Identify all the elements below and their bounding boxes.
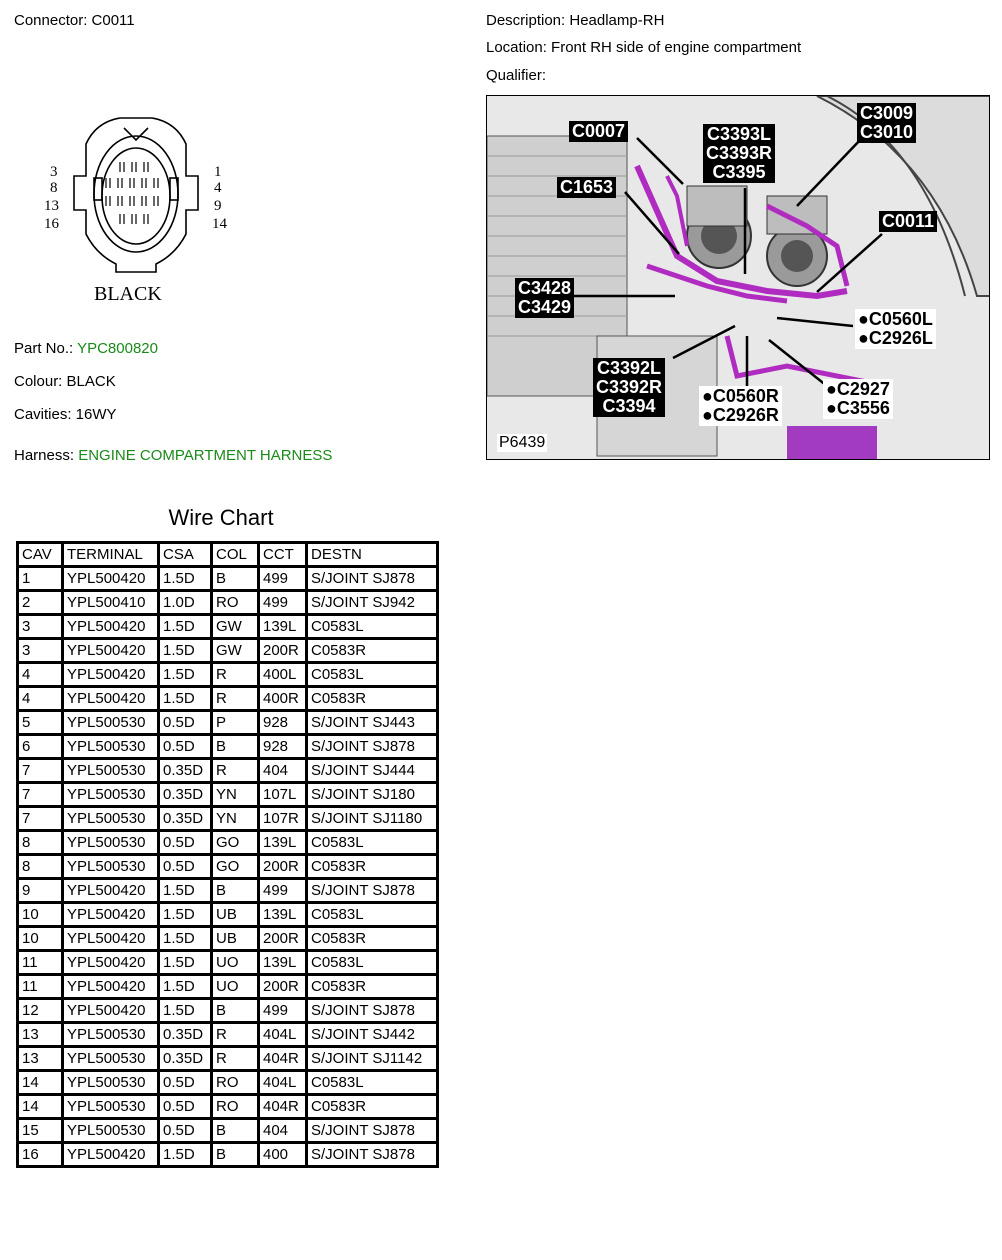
callout-c3392r: C3392R xyxy=(596,377,663,397)
wire-chart-header-row xyxy=(18,543,438,567)
pin-number-right-3: 9 xyxy=(214,198,222,214)
cell-destn: S/JOINT SJ878 xyxy=(307,735,438,759)
cell-terminal: YPL500530 xyxy=(63,807,159,831)
cell-terminal: YPL500420 xyxy=(63,639,159,663)
callout-c3394: C3394 xyxy=(602,396,656,416)
cell-col: R xyxy=(212,759,259,783)
table-row xyxy=(18,711,438,735)
connector-color-label: BLACK xyxy=(94,283,162,305)
cell-csa: 0.35D xyxy=(159,807,212,831)
cell-destn: C0583R xyxy=(307,855,438,879)
cell-csa: 0.5D xyxy=(159,711,212,735)
cell-csa: 0.5D xyxy=(159,1071,212,1095)
cell-cav: 11 xyxy=(18,975,63,999)
wire-chart-body xyxy=(18,567,438,1167)
header-cct: CCT xyxy=(259,543,307,567)
cell-terminal: YPL500530 xyxy=(63,855,159,879)
cell-cct: 404L xyxy=(259,1071,307,1095)
cell-terminal: YPL500420 xyxy=(63,663,159,687)
cell-terminal: YPL500410 xyxy=(63,591,159,615)
cell-terminal: YPL500420 xyxy=(63,951,159,975)
cell-cav: 3 xyxy=(18,639,63,663)
cell-csa: 0.5D xyxy=(159,855,212,879)
cell-csa: 1.5D xyxy=(159,639,212,663)
cell-csa: 0.35D xyxy=(159,759,212,783)
callout-c3393l: C3393L xyxy=(707,124,772,144)
callout-c0560l: ●C0560L xyxy=(858,309,933,329)
cell-cct: 400R xyxy=(259,687,307,711)
cell-col: UO xyxy=(212,951,259,975)
cell-cav: 7 xyxy=(18,807,63,831)
cell-csa: 1.5D xyxy=(159,687,212,711)
pin-number-right-1: 1 xyxy=(214,164,222,180)
photo-id: P6439 xyxy=(499,434,546,451)
table-row xyxy=(18,903,438,927)
table-row xyxy=(18,807,438,831)
cell-terminal: YPL500530 xyxy=(63,1023,159,1047)
cell-cav: 9 xyxy=(18,879,63,903)
callout-c3556: ●C3556 xyxy=(826,398,890,418)
table-row xyxy=(18,831,438,855)
callout-c2927-group xyxy=(823,379,893,419)
harness xyxy=(14,447,332,465)
callout-c2927: ●C2927 xyxy=(826,379,890,399)
table-row xyxy=(18,591,438,615)
description-label: Description: Headlamp-RH xyxy=(486,12,665,29)
cell-csa: 0.5D xyxy=(159,1119,212,1143)
cell-col: UB xyxy=(212,903,259,927)
cell-destn: C0583R xyxy=(307,639,438,663)
cell-destn: C0583L xyxy=(307,831,438,855)
cell-cav: 4 xyxy=(18,663,63,687)
cell-cct: 499 xyxy=(259,879,307,903)
cell-cct: 404 xyxy=(259,1119,307,1143)
cell-terminal: YPL500420 xyxy=(63,567,159,591)
cell-terminal: YPL500530 xyxy=(63,1071,159,1095)
cell-col: RO xyxy=(212,1095,259,1119)
table-row xyxy=(18,639,438,663)
connector-pinout-diagram xyxy=(36,114,246,314)
callout-c3395: C3395 xyxy=(712,162,766,182)
cell-csa: 1.5D xyxy=(159,1143,212,1167)
cell-col: YN xyxy=(212,783,259,807)
cell-destn: S/JOINT SJ443 xyxy=(307,711,438,735)
callout-c1653: C1653 xyxy=(557,177,616,198)
cell-cav: 14 xyxy=(18,1071,63,1095)
table-row xyxy=(18,927,438,951)
callout-c3010: C3010 xyxy=(860,122,914,142)
cell-col: GW xyxy=(212,639,259,663)
table-row xyxy=(18,783,438,807)
cell-col: GW xyxy=(212,615,259,639)
wire-chart-title: Wire Chart xyxy=(168,505,274,530)
cell-terminal: YPL500420 xyxy=(63,1143,159,1167)
cell-destn: S/JOINT SJ180 xyxy=(307,783,438,807)
cell-col: B xyxy=(212,1119,259,1143)
table-row xyxy=(18,759,438,783)
cell-cav: 2 xyxy=(18,591,63,615)
header-destn: DESTN xyxy=(307,543,438,567)
cell-cct: 404L xyxy=(259,1023,307,1047)
cell-csa: 1.5D xyxy=(159,663,212,687)
cell-col: B xyxy=(212,999,259,1023)
qualifier-label: Qualifier: xyxy=(486,67,547,84)
cell-destn: S/JOINT SJ878 xyxy=(307,567,438,591)
cell-cct: 200R xyxy=(259,927,307,951)
cell-cct: 200R xyxy=(259,975,307,999)
cell-cct: 499 xyxy=(259,567,307,591)
harness-link[interactable]: ENGINE COMPARTMENT HARNESS xyxy=(78,447,333,464)
cell-col: B xyxy=(212,735,259,759)
cell-terminal: YPL500530 xyxy=(63,831,159,855)
cell-cct: 200R xyxy=(259,639,307,663)
cell-terminal: YPL500420 xyxy=(63,615,159,639)
table-row xyxy=(18,615,438,639)
cell-destn: S/JOINT SJ878 xyxy=(307,1143,438,1167)
cell-csa: 1.5D xyxy=(159,903,212,927)
cell-col: R xyxy=(212,1023,259,1047)
cell-destn: S/JOINT SJ442 xyxy=(307,1023,438,1047)
cell-cct: 928 xyxy=(259,711,307,735)
cell-csa: 0.5D xyxy=(159,735,212,759)
cell-terminal: YPL500530 xyxy=(63,1119,159,1143)
cell-csa: 1.5D xyxy=(159,567,212,591)
cell-destn: C0583L xyxy=(307,663,438,687)
pin-number-right-4: 14 xyxy=(212,216,227,232)
cell-terminal: YPL500530 xyxy=(63,1095,159,1119)
callout-c0560r-group xyxy=(699,386,782,426)
table-row xyxy=(18,1119,438,1143)
cell-col: RO xyxy=(212,591,259,615)
pin-number-left-4: 16 xyxy=(44,216,59,232)
pin-number-left-1: 3 xyxy=(50,164,58,180)
cell-cav: 5 xyxy=(18,711,63,735)
cell-cct: 139L xyxy=(259,951,307,975)
table-row xyxy=(18,1071,438,1095)
cell-cav: 3 xyxy=(18,615,63,639)
cell-terminal: YPL500420 xyxy=(63,927,159,951)
table-row xyxy=(18,879,438,903)
colour-label: Colour: BLACK xyxy=(14,373,116,390)
callout-c3428: C3428 xyxy=(518,278,572,298)
cell-cav: 13 xyxy=(18,1047,63,1071)
header-csa: CSA xyxy=(159,543,212,567)
cell-cct: 139L xyxy=(259,615,307,639)
cell-csa: 1.5D xyxy=(159,927,212,951)
cell-csa: 0.5D xyxy=(159,831,212,855)
location-photo xyxy=(486,95,990,460)
cell-terminal: YPL500530 xyxy=(63,759,159,783)
cell-terminal: YPL500420 xyxy=(63,879,159,903)
cell-terminal: YPL500530 xyxy=(63,735,159,759)
wire-chart-table xyxy=(16,541,439,1168)
table-row xyxy=(18,735,438,759)
header-col: COL xyxy=(212,543,259,567)
callout-c3393-group xyxy=(703,124,775,183)
table-row xyxy=(18,951,438,975)
cell-cav: 16 xyxy=(18,1143,63,1167)
cell-cav: 10 xyxy=(18,927,63,951)
cell-col: R xyxy=(212,1047,259,1071)
cell-destn: C0583L xyxy=(307,903,438,927)
cavities-label: Cavities: 16WY xyxy=(14,406,117,423)
cell-terminal: YPL500530 xyxy=(63,1047,159,1071)
cell-cct: 400L xyxy=(259,663,307,687)
cell-cav: 6 xyxy=(18,735,63,759)
cell-cav: 14 xyxy=(18,1095,63,1119)
cell-col: GO xyxy=(212,855,259,879)
cell-terminal: YPL500420 xyxy=(63,975,159,999)
cell-terminal: YPL500530 xyxy=(63,711,159,735)
callout-c3393r: C3393R xyxy=(706,143,773,163)
header-terminal: TERMINAL xyxy=(63,543,159,567)
table-row xyxy=(18,1143,438,1167)
part-number-label: Part No.: xyxy=(14,340,74,357)
cell-destn: S/JOINT SJ1142 xyxy=(307,1047,438,1071)
cell-cct: 404 xyxy=(259,759,307,783)
cell-csa: 1.0D xyxy=(159,591,212,615)
header-cav: CAV xyxy=(18,543,63,567)
cell-destn: C0583R xyxy=(307,687,438,711)
cell-cct: 139L xyxy=(259,831,307,855)
cell-cct: 139L xyxy=(259,903,307,927)
cell-cct: 200R xyxy=(259,855,307,879)
cell-destn: C0583L xyxy=(307,1071,438,1095)
pin-number-left-2: 8 xyxy=(50,180,58,196)
cell-col: B xyxy=(212,567,259,591)
cell-cav: 12 xyxy=(18,999,63,1023)
harness-label: Harness: xyxy=(14,447,75,464)
table-row xyxy=(18,687,438,711)
cell-cct: 928 xyxy=(259,735,307,759)
cell-cav: 8 xyxy=(18,831,63,855)
callout-c3428-group xyxy=(515,278,574,318)
cell-cav: 13 xyxy=(18,1023,63,1047)
callout-c0007: C0007 xyxy=(569,121,628,142)
cell-destn: S/JOINT SJ878 xyxy=(307,1119,438,1143)
cell-col: RO xyxy=(212,1071,259,1095)
cell-cav: 7 xyxy=(18,759,63,783)
cell-cav: 10 xyxy=(18,903,63,927)
table-row xyxy=(18,1047,438,1071)
location-label: Location: Front RH side of engine compartment xyxy=(486,39,802,56)
cell-cct: 107L xyxy=(259,783,307,807)
callout-c3429: C3429 xyxy=(518,297,572,317)
cell-destn: S/JOINT SJ878 xyxy=(307,879,438,903)
cell-csa: 1.5D xyxy=(159,951,212,975)
table-row xyxy=(18,855,438,879)
table-row xyxy=(18,1095,438,1119)
cell-cct: 499 xyxy=(259,999,307,1023)
callout-c2926l: ●C2926L xyxy=(858,328,933,348)
cell-destn: C0583L xyxy=(307,615,438,639)
cell-cav: 11 xyxy=(18,951,63,975)
cell-col: UB xyxy=(212,927,259,951)
cell-destn: C0583L xyxy=(307,951,438,975)
cell-csa: 0.35D xyxy=(159,1023,212,1047)
cell-destn: C0583R xyxy=(307,927,438,951)
part-number-link[interactable]: YPC800820 xyxy=(77,340,158,357)
cell-col: R xyxy=(212,663,259,687)
cell-cav: 15 xyxy=(18,1119,63,1143)
callout-c0011: C0011 xyxy=(879,211,937,232)
cell-cct: 107R xyxy=(259,807,307,831)
callout-c3009: C3009 xyxy=(860,103,914,123)
cell-destn: C0583R xyxy=(307,975,438,999)
cell-cav: 1 xyxy=(18,567,63,591)
connector-label: Connector: C0011 xyxy=(14,12,135,29)
cell-col: R xyxy=(212,687,259,711)
callout-c3009-group xyxy=(857,103,916,143)
cell-csa: 0.35D xyxy=(159,1047,212,1071)
cell-csa: 1.5D xyxy=(159,615,212,639)
pin-number-left-3: 13 xyxy=(44,198,59,214)
callout-c0560r: ●C0560R xyxy=(702,386,779,406)
cell-terminal: YPL500420 xyxy=(63,687,159,711)
cell-destn: S/JOINT SJ1180 xyxy=(307,807,438,831)
table-row xyxy=(18,567,438,591)
cell-terminal: YPL500420 xyxy=(63,999,159,1023)
cell-csa: 1.5D xyxy=(159,879,212,903)
cell-cav: 7 xyxy=(18,783,63,807)
callout-c3392l: C3392L xyxy=(597,358,662,378)
cell-cct: 499 xyxy=(259,591,307,615)
cell-csa: 0.5D xyxy=(159,1095,212,1119)
cell-csa: 1.5D xyxy=(159,999,212,1023)
table-row xyxy=(18,663,438,687)
cell-terminal: YPL500530 xyxy=(63,783,159,807)
cell-destn: S/JOINT SJ942 xyxy=(307,591,438,615)
pin-number-right-2: 4 xyxy=(214,180,222,196)
cell-destn: S/JOINT SJ878 xyxy=(307,999,438,1023)
cell-cct: 404R xyxy=(259,1095,307,1119)
callout-c3392-group xyxy=(593,358,665,417)
cell-destn: S/JOINT SJ444 xyxy=(307,759,438,783)
table-row xyxy=(18,999,438,1023)
cell-cav: 4 xyxy=(18,687,63,711)
table-row xyxy=(18,1023,438,1047)
cell-cct: 400 xyxy=(259,1143,307,1167)
callout-c2926r: ●C2926R xyxy=(702,405,779,425)
cell-col: YN xyxy=(212,807,259,831)
cell-csa: 1.5D xyxy=(159,975,212,999)
cell-col: UO xyxy=(212,975,259,999)
cell-cct: 404R xyxy=(259,1047,307,1071)
cell-col: B xyxy=(212,879,259,903)
table-row xyxy=(18,975,438,999)
cell-terminal: YPL500420 xyxy=(63,903,159,927)
cell-cav: 8 xyxy=(18,855,63,879)
cell-csa: 0.35D xyxy=(159,783,212,807)
cell-destn: C0583R xyxy=(307,1095,438,1119)
cell-col: B xyxy=(212,1143,259,1167)
cell-col: P xyxy=(212,711,259,735)
cell-col: GO xyxy=(212,831,259,855)
part-number xyxy=(14,340,158,358)
callout-c0560l-group xyxy=(855,309,936,349)
